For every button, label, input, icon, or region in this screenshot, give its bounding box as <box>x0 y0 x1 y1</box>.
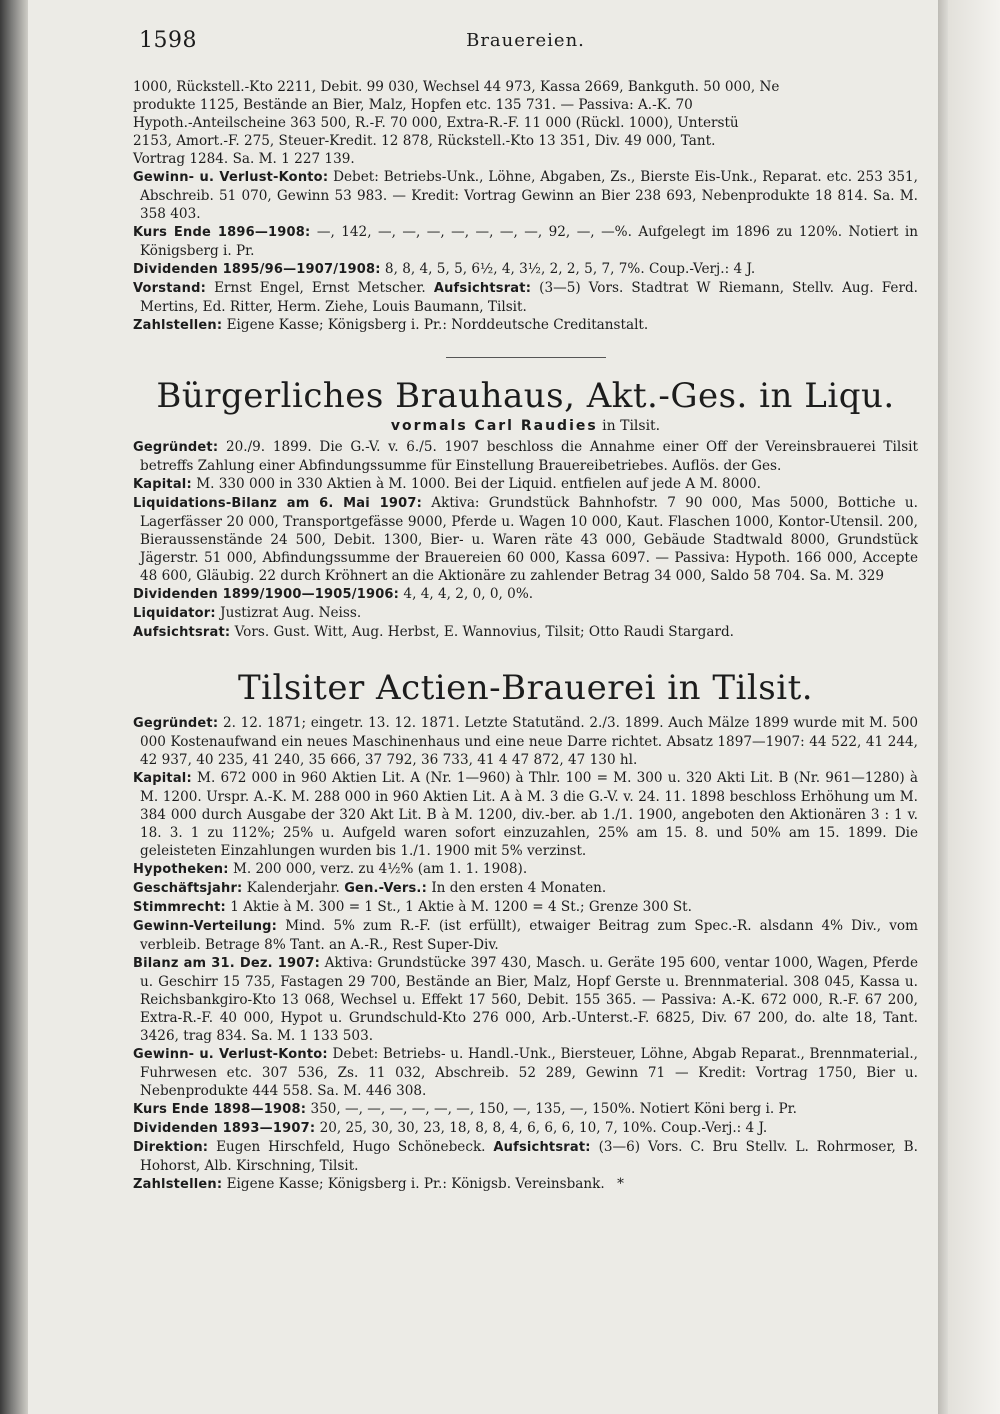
entry-label: Zahlstellen: <box>133 318 223 333</box>
entry-gewinn-verteilung <box>133 917 918 954</box>
entry-text: Kalenderjahr. <box>246 880 340 896</box>
text-line: 2153, Amort.-F. 275, Steuer-Kredit. 12 878, Rückstell.-Kto 13 351, Div. 49 000, Tant. <box>133 133 716 149</box>
entry-text: Eigene Kasse; Königsberg i. Pr.: Königsb. Vereinsbank. <box>226 1176 605 1192</box>
entry-kurs <box>133 1100 918 1119</box>
page-number: 1598 <box>139 28 197 53</box>
entry-label: Aufsichtsrat: <box>433 281 532 296</box>
entry-bilanz <box>133 954 918 1045</box>
company-entries <box>133 438 918 642</box>
entry-label: Aufsichtsrat: <box>133 625 231 640</box>
entry-zahlstellen <box>133 316 918 335</box>
entry-text: 8, 8, 4, 5, 5, 6½, 4, 3½, 2, 2, 5, 7, 7%. Coup.-Verj.: 4 J. <box>384 261 756 277</box>
entry-text: Aktiva: Grundstück Bahnhofstr. 7 90 000, Mas 5000, Bottiche u. Lagerfässer 20 000, Transportgefässe 9000, Pferde u. Wagen 10 000, Kaut. Flaschen 1000, Kontor-Utensil. 200, Bieraussenstände 24 500, Debit. 1300, Bier- u. Waren räte 43 000, Gebäude Stadtwald 8000, Grundstück Jägerstr. 51 000, Abfindungssumme der Brauereien 60 000, Kassa 6097. — Passiva: Hypoth. 166 000, Accepte 48 600, Gläubig. 22 durch Kröhnert an die Aktionäre zu zahlender Betrag 34 000, Saldo 58 704. Sa. M. 329 <box>140 495 918 584</box>
end-mark: * <box>617 1176 624 1192</box>
entry-label: Kurs Ende 1898—1908: <box>133 1102 307 1117</box>
entry-liquidator <box>133 604 918 623</box>
document-page <box>133 20 918 1194</box>
entry-text: M. 672 000 in 960 Aktien Lit. A (Nr. 1—960) à Thlr. 100 = M. 300 u. 320 Akti Lit. B (Nr. 961—1280) à M. 1200. Urspr. A.-K. M. 288 000 in 960 Aktien Lit. A à M. 3 die G.-V. v. 24. 11. 1898 beschloss Erhöhung um M. 384 000 durch Ausgabe der 320 Akt Lit. B à M. 1200, div.-ber. ab 1./1. 1900, angeboten den Aktionären 3 : 1 v. 18. 3. 1 zu 112%; 25% u. Aufgeld waren sofort einzuzahlen, 25% am 15. 8. und 50% am 15. 1899. Die geleisteten Einzahlungen wurden bis 1./1. 1900 mit 5% verzinst. <box>140 770 918 859</box>
entry-kurs <box>133 223 918 260</box>
entry-label: Aufsichtsrat: <box>493 1140 591 1155</box>
text-line: produkte 1125, Bestände an Bier, Malz, Hopfen etc. 135 731. — Passiva: A.-K. 70 <box>133 97 693 113</box>
entry-label: Vorstand: <box>133 281 206 296</box>
entry-label: Bilanz am 31. Dez. 1907: <box>133 956 321 971</box>
entry-text: 4, 4, 4, 2, 0, 0, 0%. <box>403 586 534 602</box>
text-line: Hypoth.-Anteilscheine 363 500, R.-F. 70 000, Extra-R.-F. 11 000 (Rückl. 1000), Unterstü <box>133 115 739 131</box>
entry-dividenden <box>133 1119 918 1138</box>
company-title: Bürgerliches Brauhaus, Akt.-Ges. in Liqu. <box>156 376 895 416</box>
entry-label: Kurs Ende 1896—1908: <box>133 225 311 240</box>
entry-label: Gewinn- u. Verlust-Konto: <box>133 1047 328 1062</box>
entry-aufsichtsrat <box>133 623 918 642</box>
entry-text: In den ersten 4 Monaten. <box>431 880 607 896</box>
entry-text: Justizrat Aug. Neiss. <box>220 605 362 621</box>
section-divider <box>446 357 606 358</box>
entry-text: M. 200 000, verz. zu 4½% (am 1. 1. 1908). <box>232 861 528 877</box>
entry-label: Gegründet: <box>133 440 219 455</box>
entry-zahlstellen <box>133 1175 918 1194</box>
entry-text: Ernst Engel, Ernst Metscher. <box>214 280 426 296</box>
company-location: in Tilsit. <box>602 418 661 434</box>
entry-geschaeftsjahr <box>133 879 918 898</box>
entry-text: —, 142, —, —, —, —, —, —, —, 92, —, —%. Aufgelegt im 1896 zu 120%. Notiert in Königsberg i. Pr. <box>140 224 918 259</box>
entry-text: 20./9. 1899. Die G.-V. v. 6./5. 1907 beschloss die Annahme einer Off der Vereinsbrauerei Tilsit betreffs Zahlung einer Abfindungssumme für Einstellung Brauereibetriebes. Auflös. der Ges. <box>140 439 918 474</box>
entry-text: Aktiva: Grundstücke 397 430, Masch. u. Geräte 195 600, ventar 1000, Wagen, Pferde u. Geschirr 15 735, Fastagen 29 700, Bestände an Bier, Malz, Hopf Gerste u. Brennmaterial. 308 045, Kassa u. Reichsbankgiro-Kto 13 068, Wechsel u. Effekt 17 560, Debit. 155 365. — Passiva: A.-K. 672 000, R.-F. 67 200, Extra-R.-F. 40 000, Hypot u. Grundschuld-Kto 276 000, Arb.-Unterst.-F. 6825, Div. 67 200, do. alte 18, Tant. 3426, trag 834. Sa. M. 1 133 503. <box>140 955 918 1044</box>
entry-vorstand <box>133 279 918 316</box>
page-header <box>133 20 918 60</box>
entry-stimmrecht <box>133 898 918 917</box>
entry-label: Gewinn- u. Verlust-Konto: <box>133 170 329 185</box>
entry-text: Vors. Gust. Witt, Aug. Herbst, E. Wannovius, Tilsit; Otto Raudi Stargard. <box>234 624 734 640</box>
entry-text: 20, 25, 30, 30, 23, 18, 8, 8, 4, 6, 6, 6, 10, 7, 10%. Coup.-Verj.: 4 J. <box>319 1120 768 1136</box>
entry-label: Stimmrecht: <box>133 900 226 915</box>
entry-label: Liquidator: <box>133 606 216 621</box>
entry-dividenden <box>133 260 918 279</box>
entry-label: Kapital: <box>133 771 192 786</box>
entry-text: 2. 12. 1871; eingetr. 13. 12. 1871. Letzte Statutänd. 2./3. 1899. Auch Mälze 1899 wurde mit M. 500 000 Kostenaufwand ein neues Maschinenhaus und eine neue Darre richtet. Absatz 1897—1907: 44 522, 41 244, 42 937, 40 235, 41 240, 35 666, 37 792, 36 733, 41 4 47 872, 47 130 hl. <box>140 715 918 768</box>
company-former-name: vormals Carl Raudies <box>390 418 598 434</box>
entry-label: Kapital: <box>133 477 192 492</box>
entry-label: Dividenden 1899/1900—1905/1906: <box>133 587 400 602</box>
entry-text: Debet: Betriebs- u. Handl.-Unk., Biersteuer, Löhne, Abgab Reparat., Brennmaterial., Fuhrwesen etc. 307 536, Zs. 11 032, Abschreib. 52 289, Gewinn 71 — Kredit: Vortrag 1750, Bier u. Nebenprodukte 444 558. Sa. M. 446 308. <box>140 1046 919 1099</box>
entry-label: Geschäftsjahr: <box>133 881 243 896</box>
entry-kapital <box>133 769 918 860</box>
entry-gewinn <box>133 1045 918 1100</box>
entry-label: Dividenden 1893—1907: <box>133 1121 316 1136</box>
entry-text: (3—5) Vors. Stadtrat W Riemann, Stellv. Aug. Ferd. Mertins, Ed. Ritter, Herm. Ziehe, Louis Baumann, Tilsit. <box>140 280 918 315</box>
entry-label: Dividenden 1895/96—1907/1908: <box>133 262 381 277</box>
company-title: Tilsiter Actien-Brauerei in Tilsit. <box>237 668 814 708</box>
entry-label: Gewinn-Verteilung: <box>133 919 278 934</box>
entry-text: Debet: Betriebs-Unk., Löhne, Abgaben, Zs., Bierste Eis-Unk., Reparat. etc. 253 351, Abschreib. 51 070, Gewinn 53 983. — Kredit: Vortrag Gewinn an Bier 238 693, Nebenprodukte 18 814. Sa. M. 358 403. <box>140 169 918 222</box>
entry-text: Mind. 5% zum R.-F. (ist erfüllt), etwaiger Beitrag zum Spec.-R. alsdann 4% Div., vom verbleib. Betrage 8% Tant. an A.-R., Rest Super-Div. <box>140 918 918 953</box>
entry-text: 1 Aktie à M. 300 = 1 St., 1 Aktie à M. 1200 = 4 St.; Grenze 300 St. <box>230 899 692 915</box>
entry-text: M. 330 000 in 330 Aktien à M. 1000. Bei der Liquid. entfielen auf jede A M. 8000. <box>196 476 761 492</box>
text-line: 1000, Rückstell.-Kto 2211, Debit. 99 030, Wechsel 44 973, Kassa 2669, Bankguth. 50 000, Ne <box>133 79 780 95</box>
entry-hypotheken <box>133 860 918 879</box>
entry-liquidations-bilanz <box>133 494 918 585</box>
entry-direktion <box>133 1138 918 1175</box>
entry-label: Direktion: <box>133 1140 209 1155</box>
running-title: Brauereien. <box>466 30 585 51</box>
entry-gegruendet <box>133 714 918 769</box>
entry-gewinn <box>133 168 918 223</box>
entry-label: Gegründet: <box>133 716 219 731</box>
entry-text: Eigene Kasse; Königsberg i. Pr.: Norddeutsche Creditanstalt. <box>226 317 649 333</box>
entry-gegruendet <box>133 438 918 475</box>
entry-label: Liquidations-Bilanz am 6. Mai 1907: <box>133 496 422 511</box>
company-entries <box>133 714 918 1194</box>
scan-right-edge <box>948 0 1000 1414</box>
scan-left-edge <box>0 0 28 1414</box>
text-line: Vortrag 1284. Sa. M. 1 227 139. <box>133 151 355 167</box>
entry-label: Zahlstellen: <box>133 1177 223 1192</box>
entry-dividenden <box>133 585 918 604</box>
entry-text: Eugen Hirschfeld, Hugo Schönebeck. <box>216 1139 486 1155</box>
company-subtitle <box>133 418 918 434</box>
entry-text: (3—6) Vors. C. Bru Stellv. L. Rohrmoser, B. Hohorst, Alb. Kirschning, Tilsit. <box>140 1139 918 1174</box>
entry-kapital <box>133 475 918 494</box>
entry-label: Gen.-Vers.: <box>344 881 427 896</box>
entry-label: Hypotheken: <box>133 862 229 877</box>
entry-text: 350, —, —, —, —, —, —, 150, —, 135, —, 150%. Notiert Köni berg i. Pr. <box>310 1101 797 1117</box>
section-continued <box>133 78 918 335</box>
